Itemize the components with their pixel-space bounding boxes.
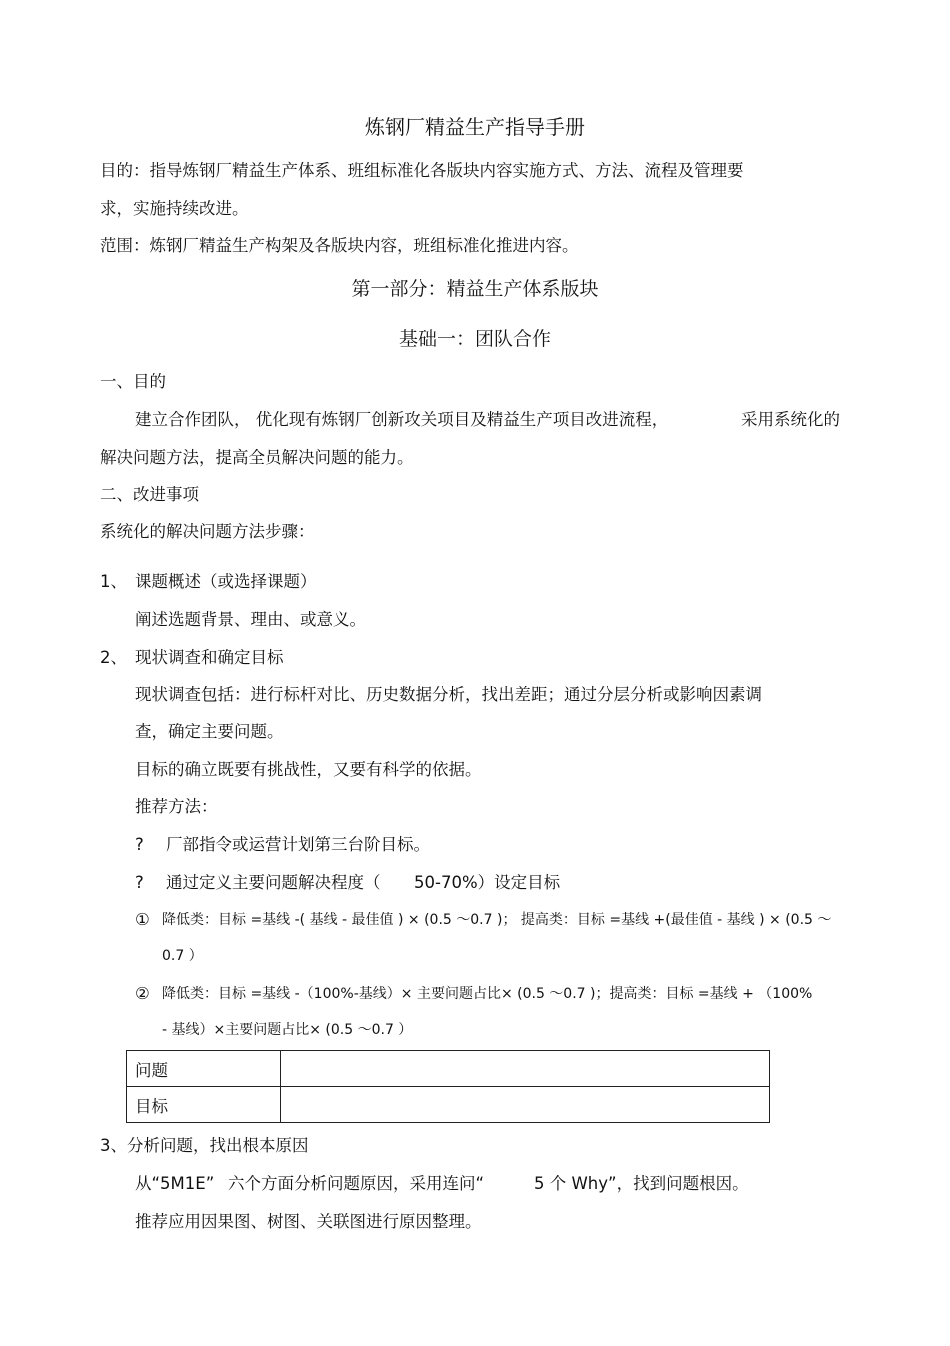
table-row — [127, 1087, 770, 1123]
heading-purpose: 一、目的 — [100, 372, 166, 391]
step2-body-line-2: 查，确定主要问题。 — [135, 722, 284, 741]
step2-number: 2、 — [100, 648, 127, 667]
purpose-body-line-1b: 采用系统化的 — [741, 410, 840, 429]
table-cell-target-value — [281, 1087, 770, 1123]
steps-intro: 系统化的解决问题方法步骤： — [100, 522, 315, 541]
step2-body-line-1: 现状调查包括：进行标杆对比、历史数据分析，找出差距；通过分层分析或影响因素调 — [135, 685, 762, 704]
bullet-2-mark: ? — [135, 873, 144, 892]
bullet-2-text-a: 通过定义主要问题解决程度（ — [166, 873, 381, 892]
bullet-1-mark: ? — [135, 835, 144, 854]
step1-number: 1、 — [100, 572, 127, 591]
step1-title: 课题概述（或选择课题） — [135, 572, 317, 591]
bullet-1-text: 厂部指令或运营计划第三台阶目标。 — [166, 835, 430, 854]
table-cell-problem-label: 问题 — [127, 1051, 281, 1087]
formula-2-line-1: 降低类：目标 =基线 -（100%-基线）× 主要问题占比× (0.5 ～0.7 )；提高类：目标 =基线 + （100% — [162, 986, 813, 1002]
step2-title: 现状调查和确定目标 — [135, 648, 284, 667]
purpose-line-1: 目的：指导炼钢厂精益生产体系、班组标准化各版块内容实施方式、方法、流程及管理要 — [100, 161, 744, 180]
scope-line: 范围：炼钢厂精益生产构架及各版块内容，班组标准化推进内容。 — [100, 236, 579, 255]
table-cell-problem-value — [281, 1051, 770, 1087]
purpose-body-line-2: 解决问题方法，提高全员解决问题的能力。 — [100, 448, 414, 467]
formula-1-line-1: 降低类：目标 =基线 -( 基线 - 最佳值 ) × (0.5 ～0.7 )； 提高类：目标 =基线 +(最佳值 - 基线 ) × (0.5 ～ — [162, 912, 832, 928]
heading-improve: 二、改进事项 — [100, 485, 199, 504]
purpose-body-line-1a: 建立合作团队， 优化现有炼钢厂创新攻关项目及精益生产项目改进流程， — [135, 410, 669, 429]
problem-target-table — [126, 1050, 770, 1123]
step3-body-line-1b: 六个方面分析问题原因，采用连问“ — [228, 1174, 485, 1193]
step3-body-line-2: 推荐应用因果图、树图、关联图进行原因整理。 — [135, 1212, 482, 1231]
doc-title: 炼钢厂精益生产指导手册 — [365, 115, 585, 139]
formula-2-line-2: - 基线）×主要问题占比× (0.5 ～0.7 ） — [162, 1022, 413, 1038]
formula-2-mark: ② — [135, 984, 150, 1003]
step3-title: 3、分析问题，找出根本原因 — [100, 1136, 309, 1155]
table-row — [127, 1051, 770, 1087]
step3-body-line-1a: 从“5M1E” — [135, 1174, 215, 1193]
step2-body-line-3: 目标的确立既要有挑战性，又要有科学的依据。 — [135, 760, 482, 779]
step3-body-line-1c: 5 个 Why”，找到问题根因。 — [534, 1174, 749, 1193]
purpose-line-2: 求，实施持续改进。 — [100, 199, 249, 218]
table-cell-target-label: 目标 — [127, 1087, 281, 1123]
part-title: 第一部分：精益生产体系版块 — [351, 278, 599, 300]
step1-body: 阐述选题背景、理由、或意义。 — [135, 610, 366, 629]
formula-1-mark: ① — [135, 910, 150, 929]
bullet-2-text-b: 50-70%）设定目标 — [414, 873, 561, 892]
section-title: 基础一：团队合作 — [398, 328, 551, 350]
step2-method-label: 推荐方法： — [135, 797, 218, 816]
formula-1-line-2: 0.7 ） — [162, 948, 203, 964]
